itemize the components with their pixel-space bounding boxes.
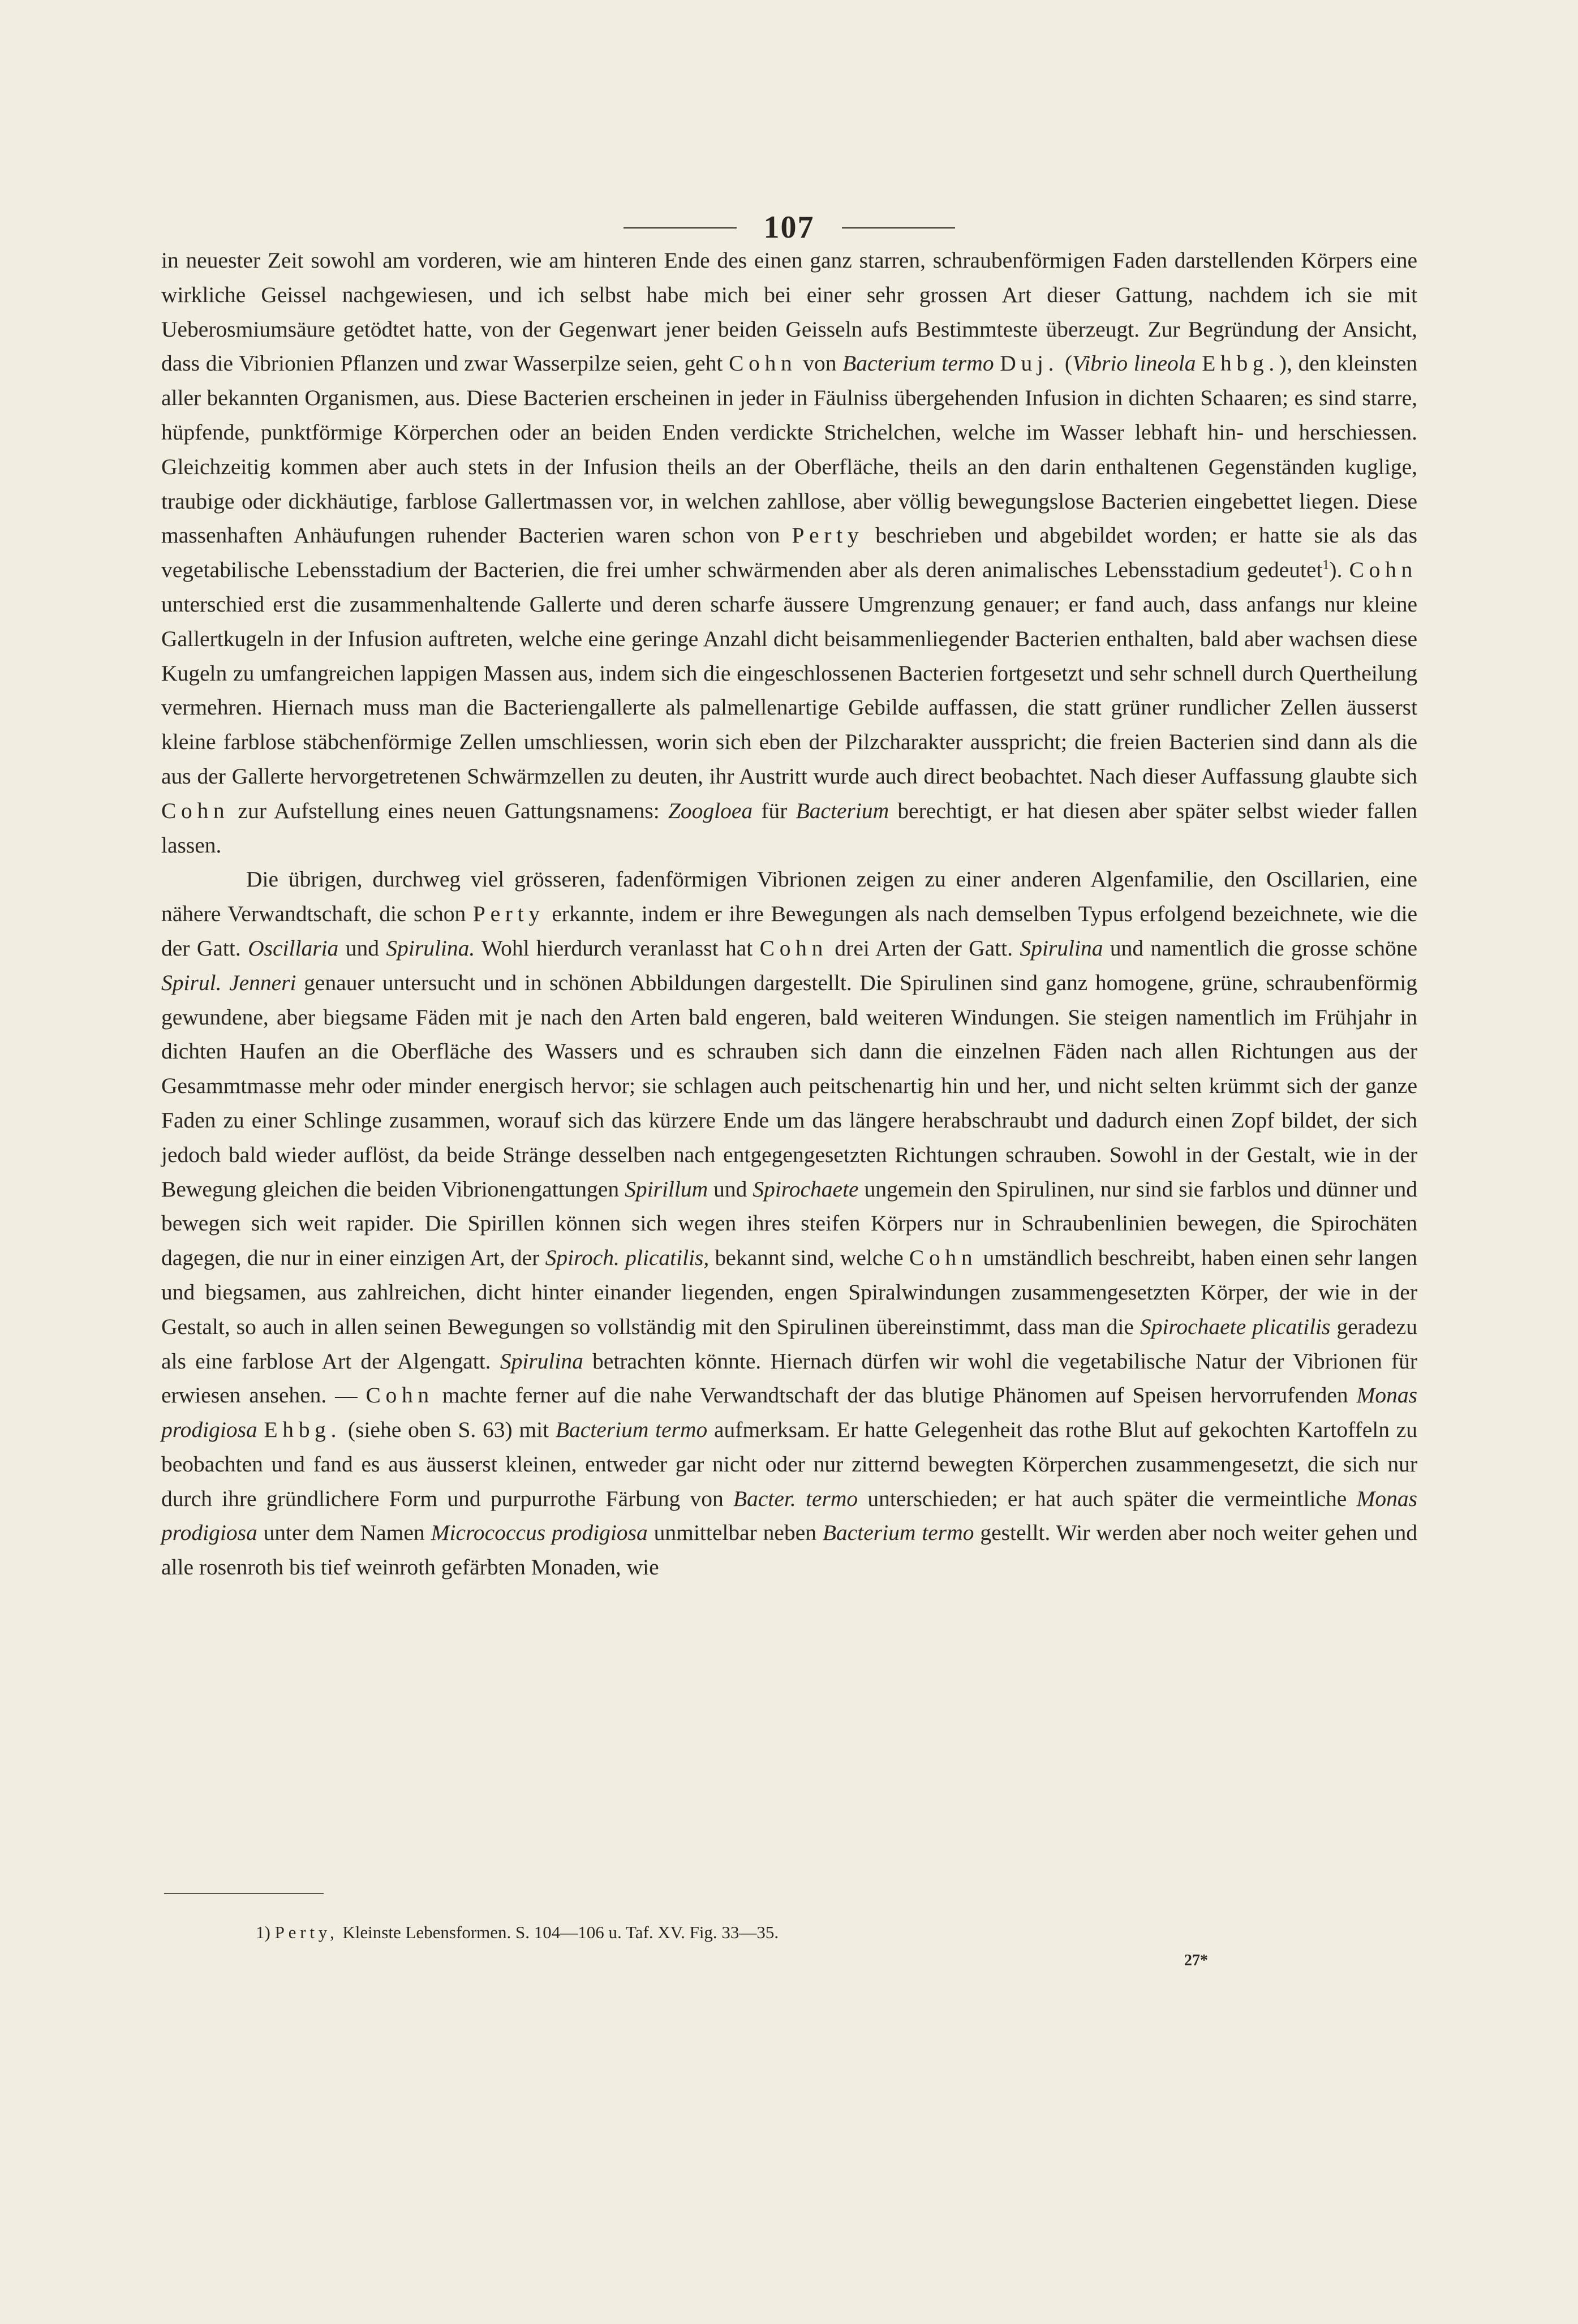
text-run: Wohl hierdurch veranlasst hat: [481, 935, 753, 961]
text-run: und namentlich die grosse schöne: [1110, 935, 1418, 961]
text-run: betrachten könnte. Hiernach dürfen wir wohl die vegetabilische Natur der Vibrionen für erwiesen ansehen. —: [161, 1348, 1418, 1408]
taxon-name: Micrococcus prodigiosa: [431, 1520, 648, 1546]
author-name: Perty: [792, 523, 864, 548]
page-header: [0, 209, 1578, 246]
author-name: Cohn: [729, 351, 797, 376]
taxon-name: Oscillaria: [248, 935, 339, 961]
text-run: (siehe oben S. 63) mit: [347, 1417, 549, 1443]
taxon-name: Spirochaete plicatilis: [1140, 1314, 1331, 1339]
text-run: zur Aufstellung eines neuen Gattungsnamens:: [238, 798, 660, 823]
author-name: Cohn: [759, 935, 828, 961]
text-run: gestellt. Wir werden aber noch weiter gehen und alle rosenroth bis tief weinroth gefärbten Monaden, wie: [161, 1520, 1418, 1580]
taxon-name: Monas prodigiosa: [161, 1486, 1418, 1546]
text-run: ).: [1329, 557, 1343, 583]
text-run: in neuester Zeit sowohl am vorderen, wie am hinteren Ende des einen ganz starren, schraubenförmigen Faden darstellenden Körpers eine wirkliche Geissel nachgewiesen, und ich selbst habe mich bei einer sehr grossen Art dieser Gattung, nachdem ich sie mit Ueberosmiumsäure getödtet hatte, von der Gegenwart jener beiden Geisseln aufs Bestimmteste überzeugt. Zur Begründung der Ansicht, dass die Vibrionien Pflanzen und zwar Wasserpilze seien, geht: [161, 248, 1417, 376]
taxon-name: Vibrio lineola: [1072, 351, 1196, 376]
text-run: genauer untersucht und in schönen Abbildungen dargestellt. Die Spirulinen sind ganz homogene, grüne, schraubenförmig gewundene, aber biegsame Fäden mit je nach den Arten bald engeren, bald weiteren Windungen. Sie steigen namentlich im Frühjahr in dichten Haufen an die Oberfläche des Wassers und es schrauben sich dann die einzelnen Fäden nach allen Richtungen aus der Gesammtmasse mehr oder minder energisch hervor; sie schlagen auch peitschenartig hin und her, und nicht selten krümmt sich der ganze Faden zu einer Schlinge zusammen, worauf sich das kürzere Ende um das längere herabschraubt und dadurch einen Zopf bildet, der sich jedoch bald wieder auflöst, da beide Stränge desselben nach entgegengesetzten Richtungen schrauben. Sowohl in der Gestalt, wie in der Bewegung gleichen die beiden Vibrionengattungen: [161, 970, 1418, 1202]
paragraph-2: [161, 862, 1417, 1585]
text-run: (: [1064, 351, 1073, 376]
author-abbrev: Ehbg.: [264, 1417, 342, 1443]
taxon-name: Spirulina: [500, 1348, 583, 1374]
text-run: ungemein den Spirulinen, nur sind sie farblos und dünner und bewegen sich weit rapider. Die Spirillen können sich wegen ihres steifen Körpers nur in Schraubenlinien bewegen, die Spirochäten dagegen, die nur in einer einzigen Art, der: [161, 1176, 1418, 1271]
footnote-text: Kleinste Lebensformen. S. 104—106 u. Taf. XV. Fig. 33—35.: [342, 1922, 779, 1942]
footnote-marker: 1): [256, 1922, 270, 1942]
text-run: ), den kleinsten aller bekannten Organismen, aus. Diese Bacterien erscheinen in jeder in Fäulniss übergehenden Infusion in dichten Schaaren; es sind starre, hüpfende, punktförmige Körperchen oder an beiden Enden verdickte Strichelchen, welche im Wasser lebhaft hin- und herschiessen. Gleichzeitig kommen aber auch stets in der Infusion theils an der Oberfläche, theils an den darin enthaltenen Gegenständen kuglige, traubige oder dickhäutige, farblose Gallertmassen vor, in welchen zahllose, aber völlig bewegungslose Bacterien eingebettet liegen. Diese massenhaften Anhäufungen ruhender Bacterien waren schon von: [161, 351, 1418, 548]
text-run: unmittelbar neben: [653, 1520, 816, 1546]
taxon-name: Bacterium termo: [842, 351, 994, 376]
text-run: beschrieben und abgebildet worden; er hatte sie als das vegetabilische Lebensstadium der Bacterien, die frei umher schwärmenden aber als deren animalisches Lebensstadium gedeutet: [161, 523, 1418, 583]
taxon-name: Spirulina: [1020, 935, 1103, 961]
author-abbrev: Ehbg.: [1202, 351, 1279, 376]
text-run: machte ferner auf die nahe Verwandtschaft der das blutige Phänomen auf Speisen hervorrufenden: [442, 1383, 1348, 1408]
taxon-name: Zoogloea: [668, 798, 753, 823]
text-run: geradezu als eine farblose Art der Algengatt.: [161, 1314, 1418, 1374]
text-run: berechtigt, er hat diesen aber später selbst wieder fallen lassen.: [161, 798, 1418, 858]
taxon-name: Bacter. termo: [733, 1486, 858, 1511]
text-run: für: [761, 798, 788, 823]
footnote: [256, 1922, 779, 1943]
taxon-name: Spirochaete: [753, 1176, 859, 1202]
taxon-name: Spirillum: [625, 1176, 708, 1202]
taxon-name: Spirulina.: [386, 935, 475, 961]
taxon-name: Monas prodigiosa: [161, 1383, 1418, 1443]
author-name: Cohn: [161, 798, 230, 823]
signature-mark: 27*: [1184, 1952, 1208, 1969]
text-run: unterschieden; er hat auch später die vermeintliche: [867, 1486, 1347, 1511]
text-run: umständlich beschreibt, haben einen sehr langen und biegsamen, aus zahlreichen, dicht hinter einander liegenden, engen Spiralwindungen zusammengesetzten Körper, der wie in der Gestalt, so auch in allen seinen Bewegungen so vollständig mit den Spirulinen übereinstimmt, dass man die: [161, 1245, 1417, 1339]
text-run: bekannt sind, welche: [715, 1245, 904, 1271]
author-name: Cohn: [1349, 557, 1417, 583]
taxon-name: Bacterium: [796, 798, 889, 823]
author-name: Cohn: [366, 1383, 434, 1408]
body-text: [161, 243, 1417, 1585]
header-rule-right: [842, 227, 955, 229]
paragraph-1: [161, 243, 1417, 862]
text-run: und: [713, 1176, 747, 1202]
text-run: erkannte, indem er ihre Bewegungen als nach demselben Typus erfolgend bezeichnete, wie die der Gatt.: [161, 901, 1418, 961]
text-run: aufmerksam. Er hatte Gelegenheit das rothe Blut auf gekochten Kartoffeln zu beobachten und fand es aus äusserst kleinen, entweder gar nicht oder nur zitternd bewegten Körperchen zusammengesetzt, die sich nur durch ihre gründlichere Form und purpurrothe Färbung von: [161, 1417, 1417, 1511]
footnote-ref[interactable]: 1: [1322, 558, 1330, 573]
taxon-name: Spiroch. plicatilis,: [545, 1245, 710, 1271]
footnote-author: Perty,: [274, 1922, 338, 1942]
taxon-name: Bacterium termo: [822, 1520, 974, 1546]
text-run: drei Arten der Gatt.: [835, 935, 1013, 961]
text-run: unter dem Namen: [263, 1520, 425, 1546]
header-rule-left: [624, 227, 737, 229]
text-run: von: [803, 351, 837, 376]
taxon-name: Bacterium termo: [555, 1417, 708, 1443]
author-abbrev: Duj.: [1000, 351, 1059, 376]
text-run: und: [345, 935, 379, 961]
author-name: Perty: [472, 901, 545, 927]
author-name: Cohn: [909, 1245, 978, 1271]
taxon-name: Spirul. Jenneri: [161, 970, 296, 995]
text-run: unterschied erst die zusammenhaltende Gallerte und deren scharfe äussere Umgrenzung genauer; er fand auch, dass anfangs nur kleine Gallertkugeln in der Infusion auftreten, welche eine geringe Anzahl dicht beisammenliegender Bacterien enthalten, bald aber wachsen diese Kugeln zu umfangreichen lappigen Massen aus, indem sich die eingeschlossenen Bacterien fortgesetzt und sehr schnell durch Quertheilung vermehren. Hiernach muss man die Bacteriengallerte als palmellenartige Gebilde auffassen, die statt grüner rundlicher Zellen äusserst kleine farblose stäbchenförmige Zellen umschliessen, worin sich eben der Pilzcharakter ausspricht; die freien Bacterien sind dann als die aus der Gallerte hervorgetretenen Schwärmzellen zu deuten, ihr Austritt wurde auch direct beobachtet. Nach dieser Auffassung glaubte sich: [161, 591, 1417, 789]
footnote-rule: [164, 1893, 324, 1894]
text-run: Die übrigen, durchweg viel grösseren, fadenförmigen Vibrionen zeigen zu einer anderen Algenfamilie, den Oscillarien, eine nähere Verwandtschaft, die schon: [161, 867, 1417, 927]
page-number: 107: [763, 210, 815, 245]
